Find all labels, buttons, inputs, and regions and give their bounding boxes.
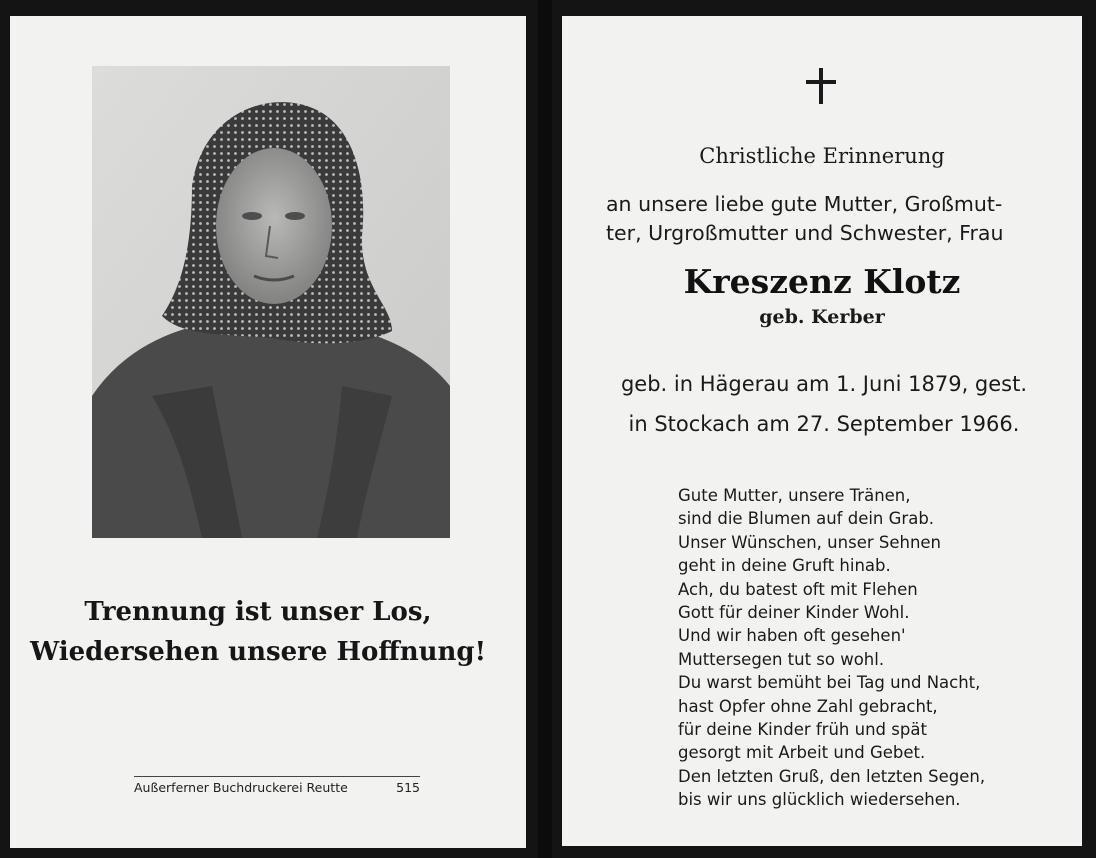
- poem-line: Ach, du batest oft mit Flehen: [678, 579, 918, 599]
- dedication-line-2: ter, Urgroßmutter und Schwester, Frau: [606, 221, 1004, 245]
- deceased-name: Kreszenz Klotz: [683, 262, 961, 301]
- portrait-photo: [92, 66, 450, 538]
- motto: [0, 592, 516, 672]
- poem-line: sind die Blumen auf dein Grab.: [678, 509, 935, 529]
- printer-name: Außerferner Buchdruckerei Reutte: [134, 780, 348, 795]
- poem-line: für deine Kinder früh und spät: [678, 720, 927, 740]
- poem-line: Unser Wünschen, unser Sehnen: [678, 532, 942, 552]
- poem-line: gesorgt mit Arbeit und Gebet.: [678, 743, 926, 763]
- dedication-line-1: an unsere liebe gute Mutter, Großmut-: [606, 192, 1003, 216]
- card-heading: Christliche Erinnerung: [699, 144, 945, 168]
- printer-imprint: [134, 780, 420, 795]
- maiden-name: geb. Kerber: [759, 306, 885, 328]
- motto-line-1: Trennung ist unser Los,: [84, 597, 432, 627]
- poem-line: hast Opfer ohne Zahl gebracht,: [678, 696, 938, 716]
- poem-line: geht in deine Gruft hinab.: [678, 556, 891, 576]
- life-dates-line-1: geb. in Hägerau am 1. Juni 1879, gest.: [620, 372, 1028, 396]
- life-dates: [604, 364, 1044, 444]
- card-divider: [538, 0, 552, 858]
- cross-icon: [806, 68, 836, 104]
- motto-line-2: Wiedersehen unsere Hoffnung!: [30, 637, 486, 667]
- memorial-poem: [678, 484, 1058, 812]
- poem-line: bis wir uns glücklich wiedersehen.: [678, 790, 961, 810]
- life-dates-line-2: in Stockach am 27. September 1966.: [628, 412, 1020, 436]
- poem-line: Den letzten Gruß, den letzten Segen,: [678, 766, 986, 786]
- poem-line: Muttersegen tut so wohl.: [678, 649, 885, 669]
- poem-line: Gute Mutter, unsere Tränen,: [678, 486, 911, 505]
- poem-line: Gott für deiner Kinder Wohl.: [678, 603, 910, 623]
- printer-rule: [134, 776, 420, 777]
- dedication: [606, 190, 1046, 248]
- printer-number: 515: [396, 780, 420, 795]
- poem-line: Und wir haben oft gesehen': [678, 626, 906, 646]
- poem-line: Du warst bemüht bei Tag und Nacht,: [678, 673, 981, 693]
